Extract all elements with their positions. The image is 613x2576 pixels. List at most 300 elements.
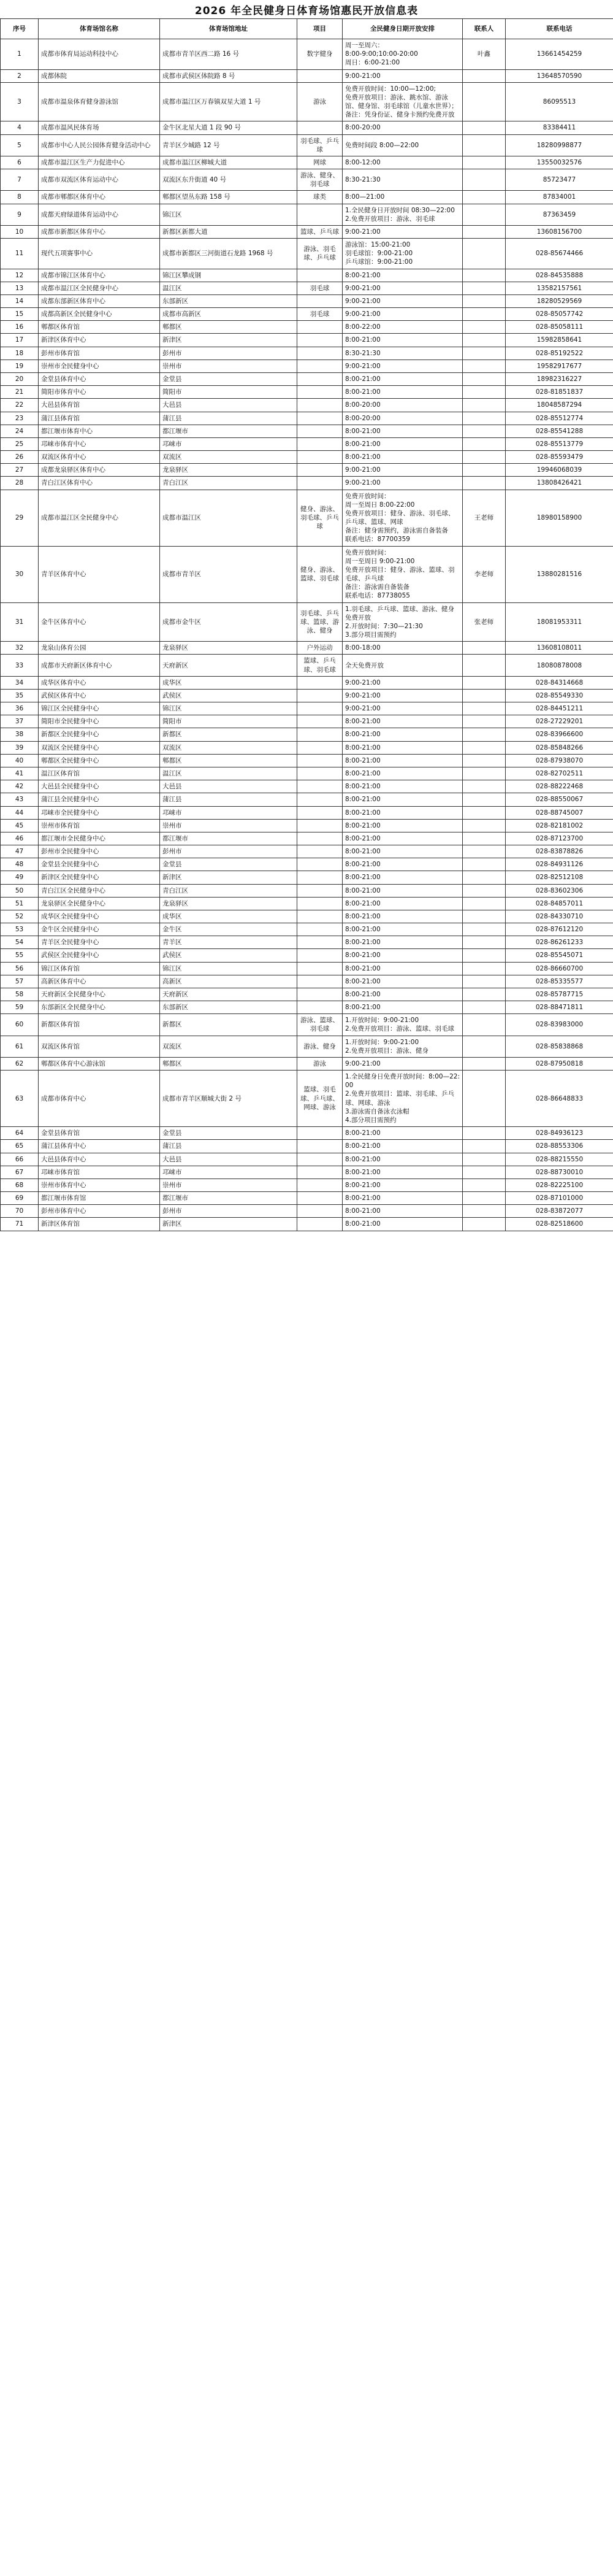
table-row [1, 897, 613, 910]
row-item [297, 741, 343, 754]
row-phone: 19582917677 [506, 359, 613, 372]
table-row [1, 451, 613, 464]
row-contact [463, 347, 506, 359]
row-contact [463, 412, 506, 425]
table-row [1, 1036, 613, 1057]
row-schedule: 8:00-21:00 [343, 334, 463, 347]
row-address: 锦江区 [160, 204, 297, 225]
table-row [1, 936, 613, 949]
row-phone: 13808426421 [506, 477, 613, 490]
row-item [297, 780, 343, 793]
row-contact [463, 845, 506, 858]
row-name: 郫都区全民健身中心 [39, 754, 160, 767]
row-item: 羽毛球、乒乓球、篮球、游泳、健身 [297, 602, 343, 642]
table-row [1, 386, 613, 399]
row-contact [463, 1153, 506, 1166]
table-row [1, 910, 613, 923]
row-name: 成都市温泉体育健身游泳馆 [39, 82, 160, 121]
header-name: 体育场馆名称 [39, 19, 160, 39]
row-item: 网球 [297, 156, 343, 169]
row-phone: 028-87938070 [506, 754, 613, 767]
table-row [1, 477, 613, 490]
row-phone: 028-85593479 [506, 451, 613, 464]
row-item [297, 386, 343, 399]
row-address: 成都市高新区 [160, 308, 297, 321]
row-id: 46 [1, 832, 39, 845]
row-name: 新津区全民健身中心 [39, 871, 160, 884]
table-row [1, 793, 613, 806]
row-schedule: 1.开放时间：9:00-21:00 2.免费开放项目：游泳、健身 [343, 1036, 463, 1057]
table-row [1, 490, 613, 546]
row-address: 都江堰市 [160, 1192, 297, 1205]
row-phone: 13582157561 [506, 282, 613, 294]
table-row [1, 308, 613, 321]
row-item [297, 806, 343, 819]
row-schedule: 8:00-21:00 [343, 871, 463, 884]
row-phone: 028-82512108 [506, 871, 613, 884]
row-item [297, 399, 343, 412]
row-name: 成都市双流区体育运动中心 [39, 169, 160, 191]
row-id: 36 [1, 702, 39, 715]
table-row [1, 832, 613, 845]
table-row [1, 169, 613, 191]
row-schedule: 8:00-18:00 [343, 642, 463, 655]
row-id: 8 [1, 191, 39, 204]
table-header-row [1, 19, 613, 39]
row-contact [463, 689, 506, 702]
row-contact [463, 988, 506, 1001]
row-phone: 028-83878826 [506, 845, 613, 858]
row-address: 东部新区 [160, 1001, 297, 1014]
row-address: 成华区 [160, 676, 297, 689]
row-item [297, 728, 343, 741]
row-phone: 028-84314668 [506, 676, 613, 689]
row-id: 13 [1, 282, 39, 294]
row-id: 40 [1, 754, 39, 767]
row-id: 3 [1, 82, 39, 121]
row-id: 60 [1, 1014, 39, 1036]
row-contact [463, 754, 506, 767]
row-name: 金牛区全民健身中心 [39, 923, 160, 936]
row-name: 简阳市体育中心 [39, 386, 160, 399]
row-address: 双流区 [160, 1036, 297, 1057]
row-address: 高新区 [160, 975, 297, 988]
row-name: 成都天府绿道体育运动中心 [39, 204, 160, 225]
row-address: 青羊区 [160, 936, 297, 949]
row-contact [463, 871, 506, 884]
row-item [297, 702, 343, 715]
row-contact [463, 728, 506, 741]
table-row [1, 191, 613, 204]
row-contact [463, 121, 506, 134]
row-phone: 028-85512774 [506, 412, 613, 425]
row-phone: 13608156700 [506, 225, 613, 238]
row-address: 成都市青羊区顺城大街 2 号 [160, 1071, 297, 1127]
row-address: 彭州市 [160, 845, 297, 858]
row-id: 33 [1, 655, 39, 676]
row-phone: 028-81851837 [506, 386, 613, 399]
table-row [1, 689, 613, 702]
row-item [297, 1127, 343, 1140]
row-schedule: 8:00-21:00 [343, 1218, 463, 1231]
row-phone: 028-85541288 [506, 425, 613, 437]
row-item [297, 359, 343, 372]
row-item: 游泳、篮球、羽毛球 [297, 1014, 343, 1036]
row-id: 55 [1, 949, 39, 962]
header-address: 体育场馆地址 [160, 19, 297, 39]
row-contact [463, 464, 506, 477]
row-name: 彭州市体育中心 [39, 1205, 160, 1218]
row-name: 成都龙泉驿区体育中心 [39, 464, 160, 477]
row-phone: 028-82225100 [506, 1178, 613, 1191]
row-schedule: 8:00-21:00 [343, 975, 463, 988]
table-row [1, 134, 613, 156]
row-id: 53 [1, 923, 39, 936]
row-id: 10 [1, 225, 39, 238]
row-contact [463, 767, 506, 780]
row-name: 成都高新区全民健身中心 [39, 308, 160, 321]
row-schedule: 8:00-20:00 [343, 399, 463, 412]
row-name: 青羊区全民健身中心 [39, 936, 160, 949]
row-name: 都江堰市全民健身中心 [39, 832, 160, 845]
row-name: 成华区体育中心 [39, 676, 160, 689]
row-id: 71 [1, 1218, 39, 1231]
row-schedule: 8:00-21:00 [343, 1166, 463, 1178]
table-row [1, 204, 613, 225]
row-contact [463, 269, 506, 282]
row-id: 65 [1, 1140, 39, 1153]
row-address: 蒲江县 [160, 412, 297, 425]
row-schedule: 8:00-21:00 [343, 1178, 463, 1191]
row-phone: 028-82518600 [506, 1218, 613, 1231]
row-id: 29 [1, 490, 39, 546]
row-contact [463, 334, 506, 347]
row-address: 崇州市 [160, 1178, 297, 1191]
row-id: 9 [1, 204, 39, 225]
row-id: 44 [1, 806, 39, 819]
row-name: 崇州市体育馆 [39, 819, 160, 832]
row-address: 龙泉驿区 [160, 642, 297, 655]
row-name: 崇州市体育中心 [39, 1178, 160, 1191]
row-item [297, 347, 343, 359]
row-id: 31 [1, 602, 39, 642]
table-row [1, 334, 613, 347]
table-row [1, 702, 613, 715]
row-phone: 028-84535888 [506, 269, 613, 282]
row-phone: 028-84857011 [506, 897, 613, 910]
table-row [1, 546, 613, 602]
row-phone: 13550032576 [506, 156, 613, 169]
row-phone: 028-87950818 [506, 1057, 613, 1070]
table-row [1, 767, 613, 780]
row-contact [463, 642, 506, 655]
row-id: 6 [1, 156, 39, 169]
row-id: 67 [1, 1166, 39, 1178]
table-row [1, 372, 613, 385]
row-id: 47 [1, 845, 39, 858]
row-phone: 028-87612120 [506, 923, 613, 936]
row-contact: 李老师 [463, 546, 506, 602]
row-contact [463, 832, 506, 845]
row-name: 温江区体育馆 [39, 767, 160, 780]
row-phone: 18280529569 [506, 294, 613, 307]
row-contact [463, 1218, 506, 1231]
row-item [297, 334, 343, 347]
row-name: 东部新区全民健身中心 [39, 1001, 160, 1014]
row-phone: 18080878008 [506, 655, 613, 676]
table-row [1, 437, 613, 450]
table-row [1, 412, 613, 425]
table-row [1, 347, 613, 359]
row-phone: 028-84931126 [506, 858, 613, 871]
row-contact [463, 702, 506, 715]
row-contact [463, 806, 506, 819]
row-schedule: 8:00-21:00 [343, 715, 463, 728]
row-item [297, 321, 343, 334]
row-item [297, 1218, 343, 1231]
row-contact [463, 359, 506, 372]
row-phone: 028-27229201 [506, 715, 613, 728]
row-schedule: 全天免费开放 [343, 655, 463, 676]
row-phone: 028-88730010 [506, 1166, 613, 1178]
row-address: 简阳市 [160, 715, 297, 728]
row-contact [463, 321, 506, 334]
row-name: 金堂县体育中心 [39, 372, 160, 385]
row-address: 郫都区 [160, 754, 297, 767]
row-item [297, 988, 343, 1001]
row-address: 锦江区 [160, 702, 297, 715]
row-phone: 028-88553306 [506, 1140, 613, 1153]
row-schedule: 8:00-21:00 [343, 884, 463, 897]
row-id: 14 [1, 294, 39, 307]
row-name: 成都市温江区全民健身中心 [39, 490, 160, 546]
row-address: 蒲江县 [160, 793, 297, 806]
row-id: 11 [1, 239, 39, 269]
row-name: 郫都区体育中心游泳馆 [39, 1057, 160, 1070]
row-item: 户外运动 [297, 642, 343, 655]
row-address: 新津区 [160, 334, 297, 347]
row-address: 金堂县 [160, 1127, 297, 1140]
row-schedule: 1.全民健身日开放时间 08:30—22:00 2.免费开放项目：游泳、羽毛球 [343, 204, 463, 225]
row-address: 新津区 [160, 1218, 297, 1231]
row-item [297, 884, 343, 897]
row-item [297, 871, 343, 884]
header-phone: 联系电话 [506, 19, 613, 39]
row-item [297, 1153, 343, 1166]
row-schedule: 8:00-21:00 [343, 988, 463, 1001]
row-contact: 叶鑫 [463, 39, 506, 70]
row-item [297, 910, 343, 923]
row-schedule: 8:00—21:00 [343, 191, 463, 204]
row-phone: 028-85513779 [506, 437, 613, 450]
row-item [297, 936, 343, 949]
row-name: 现代五项赛事中心 [39, 239, 160, 269]
table-row [1, 988, 613, 1001]
row-address: 新都区新都大道 [160, 225, 297, 238]
row-schedule: 8:00-21:00 [343, 1140, 463, 1153]
row-contact [463, 780, 506, 793]
row-id: 32 [1, 642, 39, 655]
row-schedule: 8:00-20:00 [343, 121, 463, 134]
row-name: 成都市体育中心 [39, 1071, 160, 1127]
row-schedule: 8:00-21:00 [343, 437, 463, 450]
row-schedule: 8:00-12:00 [343, 156, 463, 169]
row-item [297, 1166, 343, 1178]
table-row [1, 1127, 613, 1140]
row-phone: 028-86648833 [506, 1071, 613, 1127]
row-name: 成都东部新区体育中心 [39, 294, 160, 307]
row-id: 49 [1, 871, 39, 884]
row-address: 金牛区北星大道 1 段 90 号 [160, 121, 297, 134]
row-phone: 028-88550067 [506, 793, 613, 806]
row-id: 17 [1, 334, 39, 347]
row-address: 邛崃市 [160, 1166, 297, 1178]
row-phone: 028-86660700 [506, 962, 613, 975]
row-contact [463, 949, 506, 962]
row-contact [463, 923, 506, 936]
row-address: 双流区 [160, 451, 297, 464]
row-schedule: 8:30-21:30 [343, 347, 463, 359]
table-row [1, 1153, 613, 1166]
row-id: 43 [1, 793, 39, 806]
row-item [297, 412, 343, 425]
row-id: 35 [1, 689, 39, 702]
row-schedule: 8:00-21:00 [343, 832, 463, 845]
table-row [1, 69, 613, 82]
row-schedule: 免费开放时间：10:00—12:00; 免费开放项目：游泳、跳水馆、游泳馆、健身馆、羽毛球馆（儿童水世界）； 备注：凭身份证、健身卡预约免费开放 [343, 82, 463, 121]
row-id: 23 [1, 412, 39, 425]
row-contact [463, 1001, 506, 1014]
row-contact [463, 676, 506, 689]
table-row [1, 923, 613, 936]
row-item: 篮球、乒乓球 [297, 225, 343, 238]
row-address: 武侯区 [160, 949, 297, 962]
row-contact [463, 1036, 506, 1057]
row-id: 51 [1, 897, 39, 910]
row-address: 大邑县 [160, 780, 297, 793]
row-contact [463, 819, 506, 832]
row-id: 15 [1, 308, 39, 321]
row-phone: 18982316227 [506, 372, 613, 385]
row-address: 成都市温江区柳城大道 [160, 156, 297, 169]
row-address: 成都市温江区万春镇双星大道 1 号 [160, 82, 297, 121]
row-phone: 87363459 [506, 204, 613, 225]
row-contact [463, 715, 506, 728]
row-name: 成都市新都区体育中心 [39, 225, 160, 238]
row-name: 成华区全民健身中心 [39, 910, 160, 923]
row-id: 62 [1, 1057, 39, 1070]
row-phone: 028-87123700 [506, 832, 613, 845]
row-phone: 028-83602306 [506, 884, 613, 897]
row-name: 都江堰市体育馆 [39, 1192, 160, 1205]
row-schedule: 8:00-21:00 [343, 806, 463, 819]
row-contact: 王老师 [463, 490, 506, 546]
row-schedule: 免费开放时间： 周一至周日 9:00-21:00 免费开放项目：健身、游泳、篮球、羽毛球、乒乓球 备注：游泳需自备装备 联系电话：87738055 [343, 546, 463, 602]
row-address: 成都市温江区 [160, 490, 297, 546]
row-id: 70 [1, 1205, 39, 1218]
row-contact [463, 962, 506, 975]
row-id: 26 [1, 451, 39, 464]
row-item [297, 949, 343, 962]
row-phone: 028-88471811 [506, 1001, 613, 1014]
row-name: 成都体院 [39, 69, 160, 82]
row-name: 成都市体育局运动科技中心 [39, 39, 160, 70]
row-schedule: 8:00-21:00 [343, 372, 463, 385]
table-row [1, 1178, 613, 1191]
row-address: 新津区 [160, 871, 297, 884]
row-name: 青白江区全民健身中心 [39, 884, 160, 897]
row-phone: 13648570590 [506, 69, 613, 82]
table-row [1, 602, 613, 642]
row-phone: 028-84330710 [506, 910, 613, 923]
row-phone: 028-82181002 [506, 819, 613, 832]
row-schedule: 9:00-21:00 [343, 676, 463, 689]
row-item: 游泳、羽毛球、乒乓球 [297, 239, 343, 269]
row-schedule: 8:00-21:00 [343, 741, 463, 754]
row-id: 68 [1, 1178, 39, 1191]
row-contact [463, 399, 506, 412]
row-schedule: 8:00-21:00 [343, 780, 463, 793]
table-row [1, 642, 613, 655]
row-name: 彭州市体育馆 [39, 347, 160, 359]
row-phone: 18081953311 [506, 602, 613, 642]
row-name: 成都市温江区全民健身中心 [39, 282, 160, 294]
row-schedule: 9:00-21:00 [343, 225, 463, 238]
row-phone: 19946068039 [506, 464, 613, 477]
row-address: 成都市金牛区 [160, 602, 297, 642]
row-address: 东部新区 [160, 294, 297, 307]
row-address: 成都市新都区三河街道石龙路 1968 号 [160, 239, 297, 269]
table-row [1, 321, 613, 334]
row-id: 59 [1, 1001, 39, 1014]
row-schedule: 9:00-21:00 [343, 689, 463, 702]
row-phone: 028-83966600 [506, 728, 613, 741]
row-schedule: 8:00-21:00 [343, 767, 463, 780]
row-address: 成都市武侯区体院路 8 号 [160, 69, 297, 82]
table-row [1, 1057, 613, 1070]
row-id: 41 [1, 767, 39, 780]
row-name: 蒲江县全民健身中心 [39, 793, 160, 806]
row-address: 邛崃市 [160, 806, 297, 819]
row-id: 24 [1, 425, 39, 437]
row-contact [463, 282, 506, 294]
row-item [297, 1001, 343, 1014]
row-contact: 张老师 [463, 602, 506, 642]
table-row [1, 156, 613, 169]
row-id: 25 [1, 437, 39, 450]
row-id: 16 [1, 321, 39, 334]
row-address: 都江堰市 [160, 425, 297, 437]
row-id: 1 [1, 39, 39, 70]
row-contact [463, 858, 506, 871]
row-contact [463, 386, 506, 399]
row-item [297, 962, 343, 975]
row-phone: 028-84936123 [506, 1127, 613, 1140]
row-contact [463, 1014, 506, 1036]
row-address: 金牛区 [160, 923, 297, 936]
row-item [297, 269, 343, 282]
row-schedule: 9:00-21:00 [343, 69, 463, 82]
table-row [1, 282, 613, 294]
row-name: 龙泉山体育公园 [39, 642, 160, 655]
row-item [297, 121, 343, 134]
row-item [297, 1192, 343, 1205]
table-row [1, 239, 613, 269]
row-name: 龙泉驿区全民健身中心 [39, 897, 160, 910]
row-phone: 028-87101000 [506, 1192, 613, 1205]
row-contact [463, 308, 506, 321]
row-name: 天府新区全民健身中心 [39, 988, 160, 1001]
